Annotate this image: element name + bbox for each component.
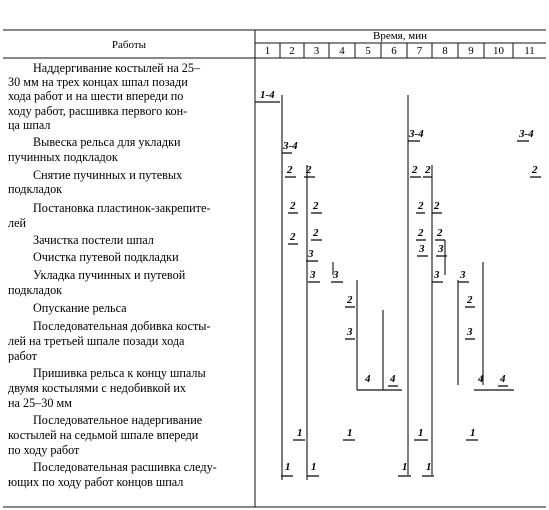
works-column-header: Работы [111, 39, 147, 51]
work-line: работ [8, 349, 37, 363]
work-line: подкладок [8, 182, 63, 196]
worker-count-label: 2 [347, 294, 353, 306]
worker-count-label: 1 [470, 427, 476, 439]
work-line: Опускание рельса [33, 301, 127, 315]
worker-count-label: 3-4 [519, 128, 534, 140]
work-line: Последовательное надергивание [33, 413, 203, 427]
worker-count-label: 2 [313, 227, 319, 239]
minute-label: 8 [442, 45, 448, 57]
worker-count-label: 2 [290, 231, 296, 243]
worker-count-label: 1-4 [260, 89, 275, 101]
minute-label: 5 [365, 45, 371, 57]
worker-count-label: 3 [308, 248, 314, 260]
minute-labels [265, 45, 535, 57]
worker-count-label: 4 [390, 373, 396, 385]
work-item [8, 135, 181, 164]
worker-count-label: 2 [418, 227, 424, 239]
work-line: 30 мм на трех концах шпал позади [8, 75, 188, 89]
work-line: Последовательная расшивка следу- [33, 460, 217, 474]
worker-count-label: 2 [532, 164, 538, 176]
worker-count-label: 1 [347, 427, 353, 439]
work-item [8, 413, 202, 457]
worker-count-label: 3 [347, 326, 353, 338]
worker-count-label: 2 [412, 164, 418, 176]
schedule-marks [255, 89, 541, 480]
work-line: костылей на седьмой шпале впереди [8, 428, 199, 442]
work-line: по ходу работ [8, 443, 80, 457]
work-item [8, 61, 201, 132]
worker-count-label: 2 [290, 200, 296, 212]
work-line: лей [8, 216, 27, 230]
work-item [33, 301, 127, 315]
worker-count-label: 2 [418, 200, 424, 212]
worker-count-label: 3 [310, 269, 316, 281]
work-line: ца шпал [8, 118, 51, 132]
work-item [8, 268, 186, 297]
minute-label: 9 [468, 45, 474, 57]
worker-count-label: 2 [467, 294, 473, 306]
worker-count-label: 4 [365, 373, 371, 385]
work-line: пучинных подкладок [8, 150, 118, 164]
worker-count-label: 3 [333, 269, 339, 281]
worker-count-label: 3 [460, 269, 466, 281]
worker-count-label: 3 [434, 269, 440, 281]
worker-count-label: 1 [311, 461, 317, 473]
worker-count-label: 1 [402, 461, 408, 473]
minute-label: 4 [339, 45, 345, 57]
work-line: Укладка пучинных и путевой [33, 268, 186, 282]
minute-label: 10 [493, 45, 504, 57]
minute-label: 11 [524, 45, 535, 57]
work-item [8, 460, 217, 489]
minute-label: 7 [416, 45, 423, 57]
worker-count-label: 1 [418, 427, 424, 439]
works-list [8, 61, 217, 489]
work-line: лей на третьей шпале позади хода [8, 334, 185, 348]
work-item [33, 233, 154, 247]
work-line: двумя костылями с недобивкой их [8, 381, 187, 395]
worker-count-label: 1 [285, 461, 291, 473]
work-line: на 25–30 мм [8, 396, 72, 410]
work-line: Вывеска рельса для укладки [33, 135, 181, 149]
worker-count-label: 1 [297, 427, 303, 439]
worker-count-label: 2 [287, 164, 293, 176]
worker-count-label: 3 [467, 326, 473, 338]
work-line: Последовательная добивка косты- [33, 319, 211, 333]
work-line: ходу работ, расшивка первого кон- [8, 104, 188, 118]
worker-count-label: 3 [419, 243, 425, 255]
worker-count-label: 2 [437, 227, 443, 239]
worker-count-label: 2 [313, 200, 319, 212]
worker-count-label: 3-4 [283, 140, 298, 152]
minute-label: 6 [391, 45, 397, 57]
work-line: ющих по ходу работ концов шпал [8, 475, 184, 489]
worker-count-label: 3-4 [409, 128, 424, 140]
minute-label: 2 [289, 45, 295, 57]
work-item [33, 250, 179, 264]
work-item [8, 168, 182, 196]
work-line: Зачистка постели шпал [33, 233, 154, 247]
worker-count-label: 2 [306, 164, 312, 176]
minute-label: 1 [264, 45, 271, 57]
work-line: Очистка путевой подкладки [33, 250, 179, 264]
work-line: Постановка пластинок-закрепите- [33, 201, 211, 215]
work-line: Наддергивание костылей на 25– [33, 61, 201, 75]
minute-label: 3 [313, 45, 320, 57]
work-item [8, 366, 206, 410]
work-line: хода работ и на шести впереди по [8, 89, 184, 103]
work-item [8, 319, 211, 363]
worker-count-label: 4 [500, 373, 506, 385]
worker-count-label: 4 [478, 373, 484, 385]
work-line: подкладок [8, 283, 63, 297]
worker-count-label: 2 [434, 200, 440, 212]
work-line: Снятие пучинных и путевых [33, 168, 183, 182]
worker-count-label: 1 [426, 461, 432, 473]
worker-count-label: 2 [425, 164, 431, 176]
worker-count-label: 3 [438, 243, 444, 255]
work-item [8, 201, 210, 230]
work-line: Пришивка рельса к концу шпалы [33, 366, 206, 380]
time-column-header: Время, мин [373, 30, 427, 42]
